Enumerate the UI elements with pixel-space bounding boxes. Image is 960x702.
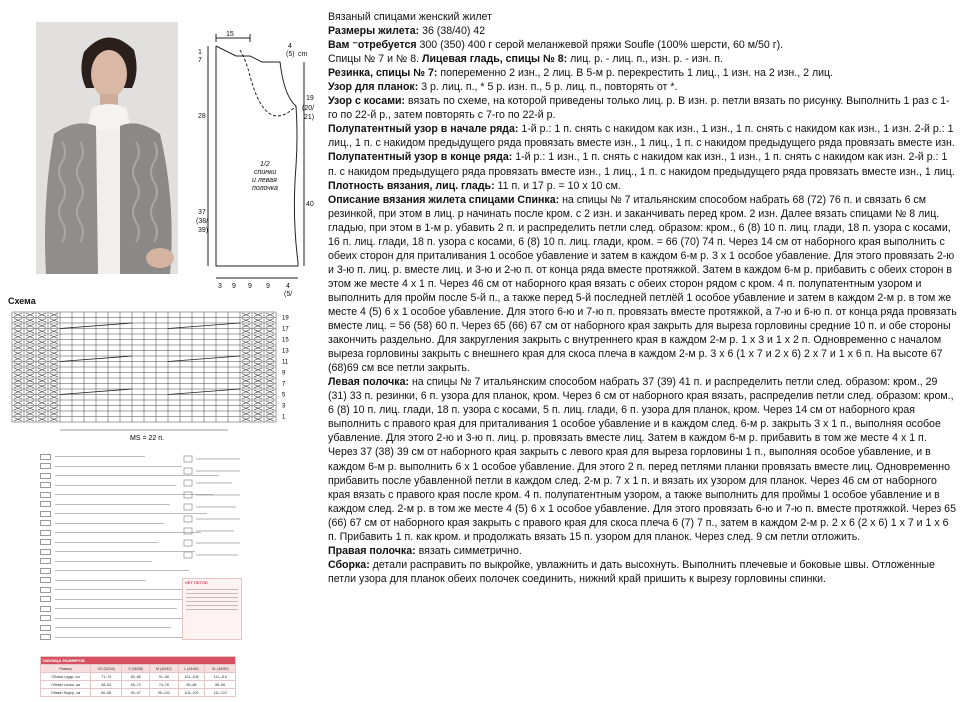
size-table-header: XL (48/50) [205,665,236,673]
left-front-description-2: Через 37 (38) 39 см от наборного края закрыть с левого края для выреза горловины 1 п., выполняя особое убавление, и в каждом 6-м р. выполнить 6 х 1 особое убавление. Для этого 2 п. перед петлями планки провязать вместе лиц. Одновременно прибавить после убавленной петли в каждом след. 2-м р. 7 х 1 п. и вязать их узором для планок. Через 46 см от наборного края вязать с правого края после кром. 4 п. полупатентным узором, а также выполнить для проймы 1 особое убавление и в каждом след. 2-м р. в том же месте 4 (5) 6 х 1 особое убавление. Для этого провязать 6-ю и 7-ю п. вместе протяжкой. Через 65 (66) 67 см от наборного края закрыть с правого края для скоса плеча 6 (7) 7 п., затем в каждом 2-м р. 2 х 6 (2 х 6) 1 х 7 и 1 х 6 п. Прибавить 1 п. как кром. и продолжать вязать 15 п. узором для планок. Через след. 9 см петли отложить. [328,446,956,543]
assembly-line: Сборка: детали расправить по выкройке, увлажнить и дать высохнуть. Выполнить плечевые и боковые швы. Отложенные петли узора для планок обеих полочек соединить, нижний край пришить к вырезу горловины спинки. [328,558,935,585]
size-table-header: M (40/42) [150,665,179,673]
legend-symbols [182,452,242,572]
size-table-header: L (44/46) [178,665,205,673]
dim-width-c: 39) [198,227,209,234]
row-number: 13 [282,348,289,355]
table-cell: 90–97 [122,689,150,697]
model-photo [36,22,178,274]
table-cell: 71–79 [91,673,122,681]
note-box-title: НЕТ ПЕТЛИ [185,580,208,585]
size-table-header: S (36/38) [122,665,150,673]
row-number: 19 [282,315,289,322]
needles-line: Спицы № 7 и № 8. Лицевая гладь, спицы № 8: лиц. р. - лиц. п., изн. р. - изн. п. [328,53,723,66]
size-table-header: XS (32/34) [91,665,122,673]
table-cell: 80–88 [122,673,150,681]
note-box [182,578,242,640]
dim-shoulder-right: (5) [286,51,295,58]
row-number: 1 [282,414,286,421]
dim-length: 40 [306,201,314,208]
row-number: 17 [282,326,289,333]
table-cell: 80–86 [178,681,205,689]
dim-height-a: 19 [306,95,314,102]
dim-bottom-a: 3 [218,283,222,290]
table-cell: Обхват талии, см [41,681,91,689]
table-cell: 74–78 [150,681,179,689]
row-number: 5 [282,392,286,399]
size-table-title: ТАБЛИЦА РАЗМЕРОВ [41,657,236,665]
dim-bottom-c: 9 [248,283,252,290]
table-cell: Обхват груди, см [41,673,91,681]
back-description: Описание вязания жилета спицами Спинка: на спицы № 7 итальянским способом набрать 68 (72) 76 п. и связать 6 см резинкой, при этом в лиц. р начинать после кром. с 2 изн. и заканчивать перед кром. 2 изн. Далее вязать спицами № 8 лиц. гладью, при этом в 1-м р. убавить 2 п. и распределить петли след. образом: кром., 6 (8) 10 п. лиц. глади, 18 п. узора с косами, 16 п. лиц. глади, 18 п. узора с косами, 6 (8) 10 п. лиц. глади, кром. = 66 (70) 74 п. Через 14 см от наборного края выполнить с обеих сторон для приталивания 1 особое убавление и затем в каждом 6-м р. 3 х 1 особое убавление. Для этого провязать 2-ю и 3-ю п. лиц. р. вместе лиц. и 3-ю и 2-ю п. от конца ряда вместе протяжкой. Затем в каждом 6-м р. прибавить с обеих сторон в этом же месте 4 х 1 п. Через 46 см от наборного края вязать с обеих сторон рядом с кром. 4 п. полупатентным узором и выполнить для пройм после 5-й п., а также перед 5-й последней петлёй 1 особое убавление и затем в каждом 2-м р. в том же месте 4 (5) 6 х 1 особое убавление. Для этого 6-ю и 7-ю п. провязать вместе протяжкой, а 7-ю и 6-ю п. от конца ряда провязать вместе лиц. = 56 (58) 60 п. Через 65 (66) 67 см от наборного края закрыть для выреза горловины средние 10 п. и обе стороны закончить раздельно. Для закругления закрыть с внутреннего края в каждом 2-м р. 1 х 3 и 1 х 2 п. Одновременно с началом выреза горловины закрыть с внешнего края для скоса плеча в каждом 2-м р. 3 х 6 (1 х 7 и 2 х 6) 2 х 7 и 1 х 6 п. На высоте 67 (68)69 см все петли закрыть. [328,193,957,375]
dim-shoulder-left: 4 [288,43,292,50]
right-front-line: Правая полочка: вязать симметрично. [328,544,522,557]
halfpat-end-line: Полупатентный узор в конце ряда: 1-й р.: 1 изн., 1 п. снять с накидом как изн., 1 изн., 1 п. снять с накидом как изн. 2-й р.: 1 п. с накидом предыдущего ряда провязать вместе изн., 1 лиц., 1 п. с накидом предыдущего ряда провязать вместе изн., 1 лиц. Плотность вязания, лиц. гладь: 11 п. и 17 р. = 10 х 10 см. [328,151,955,192]
dim-bottom-f: (5/ [284,291,293,298]
dim-height-b: (20/ [302,105,315,112]
table-cell: 111–118 [205,673,236,681]
table-cell: 96–102 [150,689,179,697]
row-number: 3 [282,403,286,410]
table-cell: 111–122 [205,689,236,697]
dim-top-offset-a: 1 [198,49,202,56]
pattern-text [328,10,958,586]
row-number: 15 [282,337,289,344]
table-cell: 80–88 [91,689,122,697]
schema-title: Схема [8,296,36,306]
cable-chart [8,308,308,442]
table-row [41,673,236,681]
table-cell: 88–96 [205,681,236,689]
table-row [41,681,236,689]
rib-line: Резинка, спицы № 7: попеременно 2 изн., 2 лиц. В 5-м р. перекрестить 1 лиц., 1 изн. на 2 изн., 2 лиц. [328,67,834,80]
ms-label: MS = 22 п. [130,435,164,442]
label-half: 1/2 [260,161,270,168]
dim-bottom-b: 9 [232,283,236,290]
pattern-schematic [196,16,320,298]
table-cell: 101–108 [178,673,205,681]
table-row [41,689,236,697]
table-cell: 91–98 [150,673,179,681]
size-table-header: Размер [41,665,91,673]
label-front: полочка [252,185,278,192]
materials-line: Вам ⁻отребуется 300 (350) 400 г серой меланжевой пряжи Soufle (100% шерсти, 60 м/50 г). [328,39,784,52]
table-cell: 58–63 [91,681,122,689]
halfpat-start-line: Полупатентный узор в начале ряда: 1-й р.: 1 п. снять с накидом как изн., 1 изн., 1 п. снять с накидом как изн., 1 изн. 2-й р.: 1 лиц., 1 п. с накидом предыдущего ряда провязать вместе изн., 1 лиц., 1 п. с накидом предыдущего ряда провязать вместе изн. [328,123,955,150]
dim-width-b: (38/ [196,218,209,225]
page-title: Вязаный спицами женский жилет [328,11,492,23]
row-number: 9 [282,370,286,377]
dim-bottom-d: 9 [266,283,270,290]
band-line: Узор для планок: 3 р. лиц. п., * 5 р. изн. п., 5 р. лиц. п., повторять от *. [328,81,678,94]
cable-line: Узор с косами: вязать по схеме, на которой приведены только лиц. р. В изн. р. петли вязать по рисунку. Выполнить 1 раз с 1-го по 22-й р., затем повторять с 7-го по 22-й р. [328,95,950,122]
sizes-line: Размеры жилета: 36 (38/40) 42 [328,25,486,38]
table-cell: 104–109 [178,689,205,697]
table-cell: 65–72 [122,681,150,689]
label-back: спинки [254,169,277,176]
dim-height-c: 21) [304,114,315,121]
table-cell: Обхват бедер, см [41,689,91,697]
dim-top-offset-b: 7 [198,57,202,64]
dim-shoulder-unit: cm [298,51,308,58]
size-table [40,656,236,697]
label-and-left: и левая [252,177,277,184]
dim-top-width: 15 [226,31,234,38]
row-number: 11 [282,359,289,366]
dim-bottom-e: 4 [286,283,290,290]
dim-armhole: 28 [198,113,206,120]
row-number: 7 [282,381,286,388]
dim-width-a: 37 [198,209,206,216]
left-front-description: Левая полочка: на спицы № 7 итальянским способом набрать 37 (39) 41 п. и распределить петли след. образом: кром., 29 (31) 33 п. резинки, 6 п. узора для планок, кром. Через 6 см от наборного края вязать, распределив петли след. образом: кром., 6 (8) 10 п. лиц. глади, 18 п. узора с косами, 5 п. лиц. глади, 6 п. узора для планок, кром. Через 14 см от наборного края выполнить с правого края для приталивания 1 особое убавление и в каждом след. 6-м р. закрыть 3 х 1 п., выполняя особое убавление. Для этого 2-ю и 3-ю п. лиц. р. провязать вместе лиц. Затем в каждом 6-м р. прибавить в том же месте 4 х 1 п. [328,376,954,445]
